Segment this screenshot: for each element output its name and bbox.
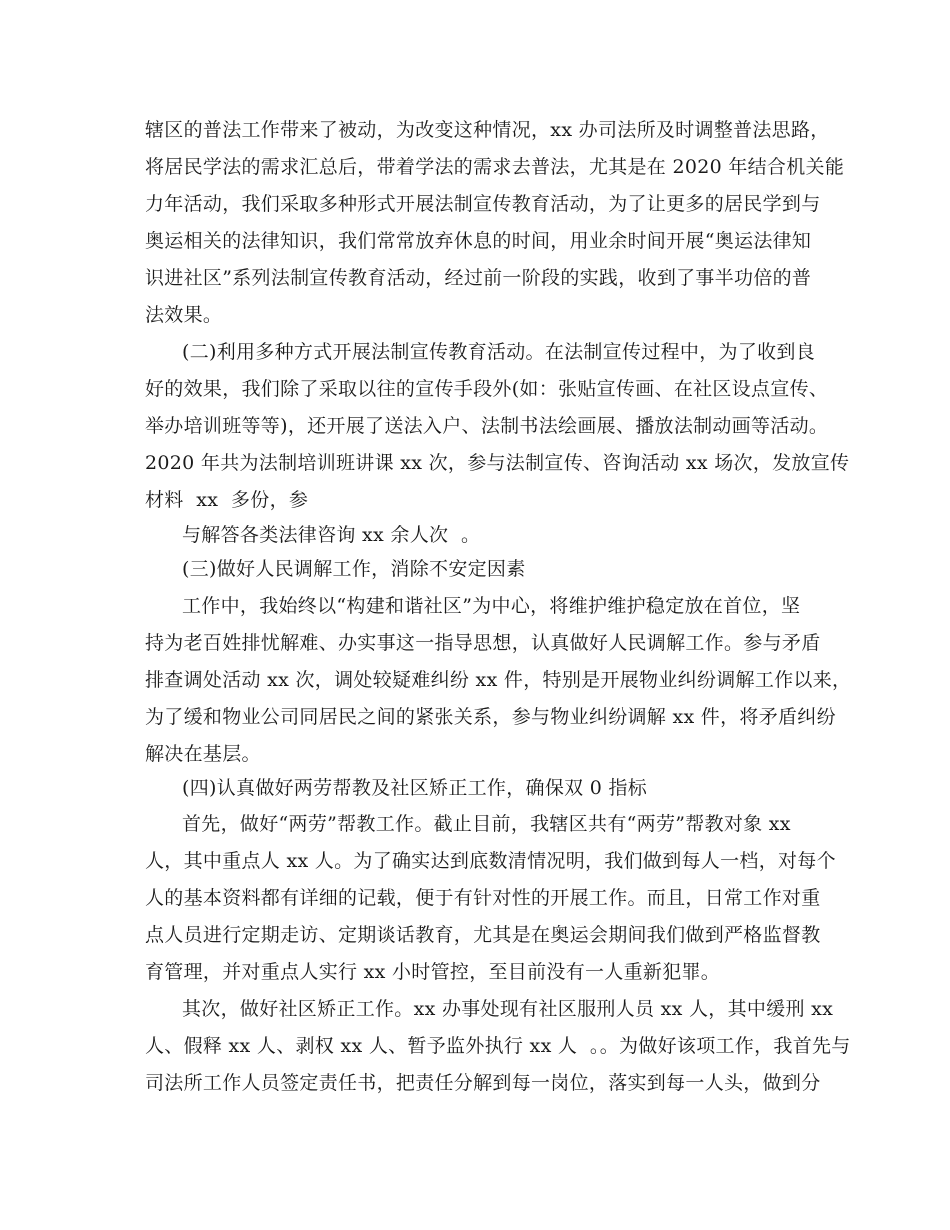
text-line: 点人员进行定期走访、定期谈话教育，尤其是在奥运会期间我们做到严格监督教 xyxy=(145,924,821,946)
text-line: 将居民学法的需求汇总后，带着学法的需求去普法，尤其是在 2020 年结合机关能 xyxy=(145,156,845,178)
text-line: 好的效果，我们除了采取以往的宣传手段外(如：张贴宣传画、在社区设点宣传、 xyxy=(145,378,829,400)
text-line: 人的基本资料都有详细的记载，便于有针对性的开展工作。而且，日常工作对重 xyxy=(145,887,821,909)
text-line: 与解答各类法律咨询 xx 余人次 。 xyxy=(182,524,481,546)
text-line: 奥运相关的法律知识，我们常常放弃休息的时间，用业余时间开展“奥运法律知 xyxy=(145,230,812,252)
section-heading: (二)利用多种方式开展法制宣传教育活动。在法制宣传过程中，为了收到良 xyxy=(182,341,816,363)
text-line: 人、假释 xx 人、剥权 xx 人、暂予监外执行 xx 人 。。为做好该项工作，我首先与 xyxy=(145,1035,851,1057)
text-line: 2020 年共为法制培训班讲课 xx 次，参与法制宣传、咨询活动 xx 场次，发放宣传 xyxy=(145,452,850,474)
text-line: 识进社区”系列法制宣传教育活动，经过前一阶段的实践，收到了事半功倍的普 xyxy=(145,267,812,289)
section-heading: (四)认真做好两劳帮教及社区矫正工作，确保双 0 指标 xyxy=(182,777,648,799)
text-line: 持为老百姓排忧解难、办实事这一指导思想，认真做好人民调解工作。参与矛盾 xyxy=(145,632,821,654)
text-line: 育管理，并对重点人实行 xx 小时管控，至目前没有一人重新犯罪。 xyxy=(145,961,721,983)
text-line: 司法所工作人员签定责任书，把责任分解到每一岗位，落实到每一人头，做到分 xyxy=(145,1072,821,1094)
text-line: 举办培训班等等)，还开展了送法入户、法制书法绘画展、播放法制动画等活动。 xyxy=(145,415,829,437)
text-line: 排查调处活动 xx 次，调处较疑难纠纷 xx 件，特别是开展物业纠纷调解工作以来， xyxy=(145,669,852,691)
text-line: 人，其中重点人 xx 人。为了确实达到底数清情况明，我们做到每人一档，对每个 xyxy=(145,850,836,872)
section-heading: (三)做好人民调解工作，消除不安定因素 xyxy=(182,558,526,580)
text-line: 其次，做好社区矫正工作。xx 办事处现有社区服刑人员 xx 人，其中缓刑 xx xyxy=(182,998,834,1020)
text-line: 力年活动，我们采取多种形式开展法制宣传教育活动，为了让更多的居民学到与 xyxy=(145,193,821,215)
text-line: 工作中，我始终以“构建和谐社区”为中心，将维护维护稳定放在首位，坚 xyxy=(182,595,801,617)
text-line: 材料 xx 多份，参 xyxy=(145,489,309,511)
text-line: 解决在基层。 xyxy=(145,743,261,765)
text-line: 辖区的普法工作带来了被动，为改变这种情况，xx 办司法所及时调整普法思路， xyxy=(145,119,830,141)
text-line: 首先，做好“两劳”帮教工作。截止目前，我辖区共有“两劳”帮教对象 xx xyxy=(182,813,791,835)
text-line: 法效果。 xyxy=(145,304,223,326)
text-line: 为了缓和物业公司同居民之间的紧张关系，参与物业纠纷调解 xx 件，将矛盾纠纷 xyxy=(145,706,836,728)
